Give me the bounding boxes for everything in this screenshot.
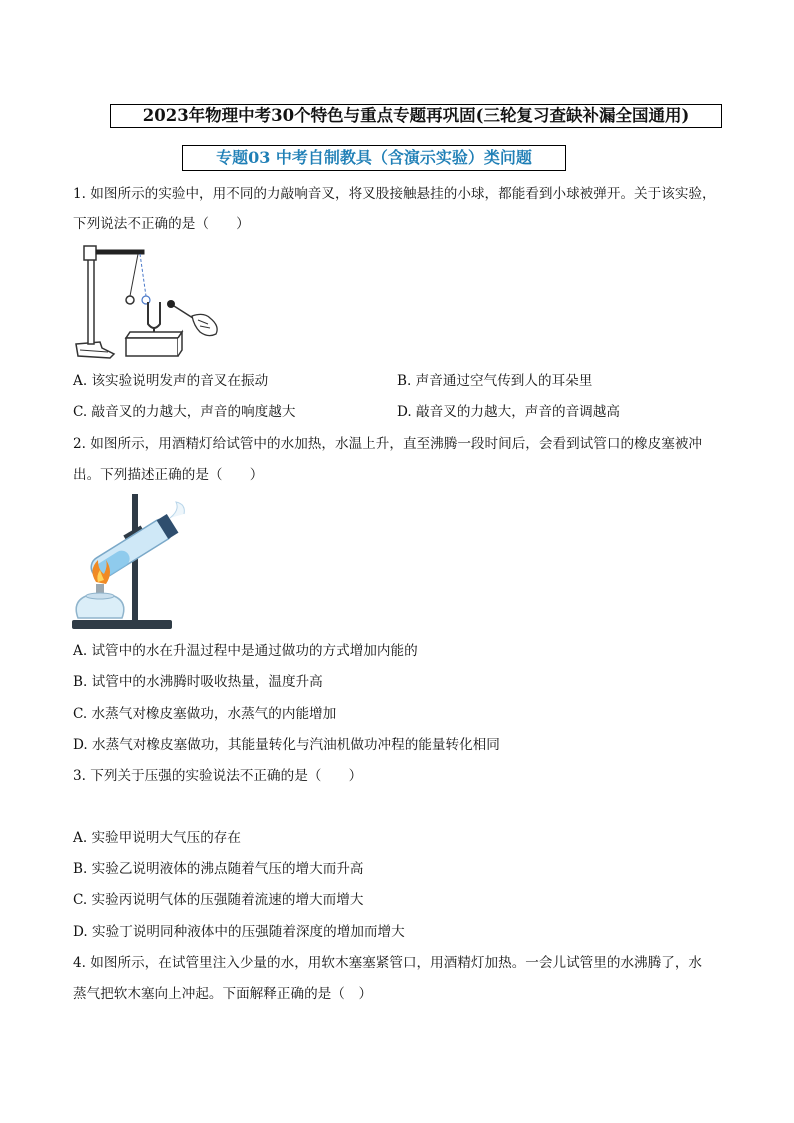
q2-option-a: A. 试管中的水在升温过程中是通过做功的方式增加内能的 — [73, 643, 418, 659]
q3-option-a: A. 实验甲说明大气压的存在 — [73, 830, 241, 846]
q1-stem-line2: 下列说法不正确的是（ ） — [73, 216, 250, 232]
q3-option-c: C. 实验丙说明气体的压强随着流速的增大而增大 — [73, 892, 364, 908]
q3-stem: 3. 下列关于压强的实验说法不正确的是（ ） — [73, 768, 363, 784]
q3-option-d: D. 实验丁说明同种液体中的压强随着深度的增加而增大 — [73, 924, 405, 940]
q2-option-c: C. 水蒸气对橡皮塞做功，水蒸气的内能增加 — [73, 706, 337, 722]
topic-title: 专题03 中考自制教具（含演示实验）类问题 — [182, 145, 566, 171]
q2-option-d: D. 水蒸气对橡皮塞做功，其能量转化与汽油机做功冲程的能量转化相同 — [73, 737, 500, 753]
q2-stem-line1: 2. 如图所示，用酒精灯给试管中的水加热，水温上升，直至沸腾一段时间后，会看到试管口的橡皮塞被冲 — [73, 436, 703, 452]
q2-option-b: B. 试管中的水沸腾时吸收热量，温度升高 — [73, 674, 323, 690]
tuning-fork-figure — [70, 240, 230, 362]
q4-stem-line1: 4. 如图所示，在试管里注入少量的水，用软木塞塞紧管口，用酒精灯加热。一会儿试管里的水沸腾了，水 — [73, 955, 703, 971]
q1-stem-line1: 1. 如图所示的实验中，用不同的力敲响音叉，将叉股接触悬挂的小球，都能看到小球被弹开。关于该实验， — [73, 186, 716, 202]
q3-option-b: B. 实验乙说明液体的沸点随着气压的增大而升高 — [73, 861, 364, 877]
q4-stem-line2: 蒸气把软木塞向上冲起。下面解释正确的是（ ） — [73, 986, 373, 1002]
test-tube-heating-figure — [68, 490, 198, 635]
q1-option-c: C. 敲音叉的力越大，声音的响度越大 — [73, 404, 296, 420]
q1-option-a: A. 该实验说明发声的音叉在振动 — [73, 373, 269, 389]
q1-option-d: D. 敲音叉的力越大，声音的音调越高 — [397, 404, 620, 420]
q2-stem-line2: 出。下列描述正确的是（ ） — [73, 467, 264, 483]
document-title: 2023年物理中考30个特色与重点专题再巩固(三轮复习查缺补漏全国通用) — [110, 104, 722, 128]
q1-option-b: B. 声音通过空气传到人的耳朵里 — [397, 373, 593, 389]
